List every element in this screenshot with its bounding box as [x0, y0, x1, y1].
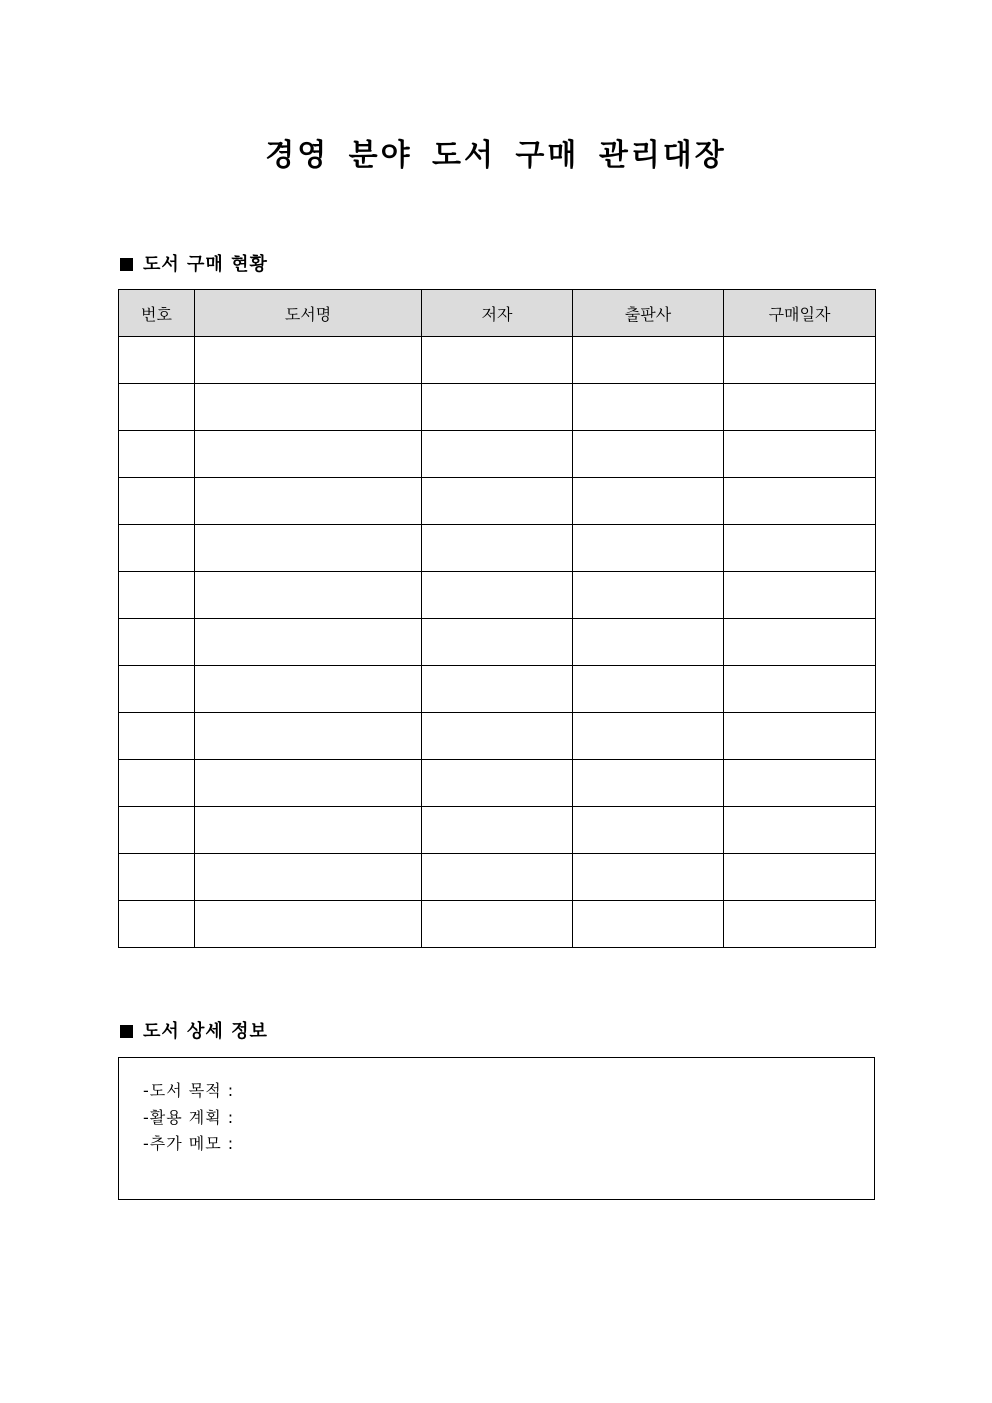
publisher-cell[interactable]	[573, 525, 724, 572]
publisher-cell[interactable]	[573, 337, 724, 384]
book-title-cell[interactable]	[195, 478, 422, 525]
purchase-date-cell[interactable]	[724, 572, 876, 619]
purchase-date-cell[interactable]	[724, 478, 876, 525]
number-cell[interactable]	[119, 525, 195, 572]
table-row	[119, 572, 876, 619]
number-cell[interactable]	[119, 384, 195, 431]
detail-list	[143, 1078, 234, 1158]
section-heading-label: 도서 상세 정보	[143, 1021, 268, 1042]
purchase-date-cell[interactable]	[724, 337, 876, 384]
number-cell[interactable]	[119, 478, 195, 525]
book-detail-box[interactable]	[118, 1057, 875, 1200]
author-cell[interactable]	[422, 337, 573, 384]
number-cell[interactable]	[119, 760, 195, 807]
author-cell[interactable]	[422, 666, 573, 713]
book-title-cell[interactable]	[195, 572, 422, 619]
table-row	[119, 431, 876, 478]
section-heading-book-details	[120, 1019, 268, 1045]
detail-usage-plan-line: -활용 계획 :	[143, 1107, 235, 1127]
table-row	[119, 760, 876, 807]
purchase-date-cell[interactable]	[724, 854, 876, 901]
author-cell[interactable]	[422, 760, 573, 807]
number-cell[interactable]	[119, 854, 195, 901]
column-header-book-title: 도서명	[195, 290, 422, 337]
document-title: 경영 분야 도서 구매 관리대장	[265, 138, 727, 173]
number-cell[interactable]	[119, 666, 195, 713]
purchase-date-cell[interactable]	[724, 713, 876, 760]
publisher-cell[interactable]	[573, 478, 724, 525]
purchase-date-cell[interactable]	[724, 619, 876, 666]
number-cell[interactable]	[119, 807, 195, 854]
book-title-cell[interactable]	[195, 384, 422, 431]
detail-memo-line: -추가 메모 :	[143, 1134, 235, 1153]
square-bullet-icon	[120, 1025, 133, 1038]
table-row	[119, 478, 876, 525]
purchase-date-cell[interactable]	[724, 431, 876, 478]
number-cell[interactable]	[119, 901, 195, 948]
table-header-row	[119, 290, 876, 337]
purchase-date-cell[interactable]	[724, 760, 876, 807]
table-row	[119, 619, 876, 666]
column-header-publisher: 출판사	[573, 290, 724, 337]
purchase-date-cell[interactable]	[724, 525, 876, 572]
author-cell[interactable]	[422, 431, 573, 478]
author-cell[interactable]	[422, 713, 573, 760]
table-row	[119, 384, 876, 431]
book-title-cell[interactable]	[195, 760, 422, 807]
table-row	[119, 525, 876, 572]
purchase-date-cell[interactable]	[724, 901, 876, 948]
publisher-cell[interactable]	[573, 619, 724, 666]
number-cell[interactable]	[119, 713, 195, 760]
book-title-cell[interactable]	[195, 525, 422, 572]
book-title-cell[interactable]	[195, 619, 422, 666]
detail-purpose-line: -도서 목적 :	[143, 1081, 235, 1100]
author-cell[interactable]	[422, 572, 573, 619]
publisher-cell[interactable]	[573, 760, 724, 807]
book-title-cell[interactable]	[195, 666, 422, 713]
author-cell[interactable]	[422, 478, 573, 525]
book-title-cell[interactable]	[195, 337, 422, 384]
publisher-cell[interactable]	[573, 807, 724, 854]
section-heading-purchase-status	[120, 252, 268, 278]
column-header-author: 저자	[422, 290, 573, 337]
purchase-ledger-table	[118, 289, 876, 948]
table-row	[119, 901, 876, 948]
column-header-number: 번호	[119, 290, 195, 337]
purchase-date-cell[interactable]	[724, 384, 876, 431]
purchase-date-cell[interactable]	[724, 666, 876, 713]
book-title-cell[interactable]	[195, 807, 422, 854]
square-bullet-icon	[120, 258, 133, 271]
author-cell[interactable]	[422, 525, 573, 572]
author-cell[interactable]	[422, 619, 573, 666]
number-cell[interactable]	[119, 619, 195, 666]
table-row	[119, 807, 876, 854]
publisher-cell[interactable]	[573, 854, 724, 901]
book-title-cell[interactable]	[195, 901, 422, 948]
section-heading-label: 도서 구매 현황	[143, 254, 268, 275]
publisher-cell[interactable]	[573, 713, 724, 760]
book-title-cell[interactable]	[195, 431, 422, 478]
publisher-cell[interactable]	[573, 666, 724, 713]
publisher-cell[interactable]	[573, 431, 724, 478]
number-cell[interactable]	[119, 431, 195, 478]
author-cell[interactable]	[422, 854, 573, 901]
author-cell[interactable]	[422, 807, 573, 854]
author-cell[interactable]	[422, 901, 573, 948]
publisher-cell[interactable]	[573, 572, 724, 619]
number-cell[interactable]	[119, 572, 195, 619]
column-header-purchase-date: 구매일자	[724, 290, 876, 337]
table-row	[119, 713, 876, 760]
book-title-cell[interactable]	[195, 854, 422, 901]
book-title-cell[interactable]	[195, 713, 422, 760]
author-cell[interactable]	[422, 384, 573, 431]
table-row	[119, 337, 876, 384]
publisher-cell[interactable]	[573, 384, 724, 431]
publisher-cell[interactable]	[573, 901, 724, 948]
table-row	[119, 854, 876, 901]
purchase-date-cell[interactable]	[724, 807, 876, 854]
table-row	[119, 666, 876, 713]
number-cell[interactable]	[119, 337, 195, 384]
table-body	[119, 337, 876, 948]
